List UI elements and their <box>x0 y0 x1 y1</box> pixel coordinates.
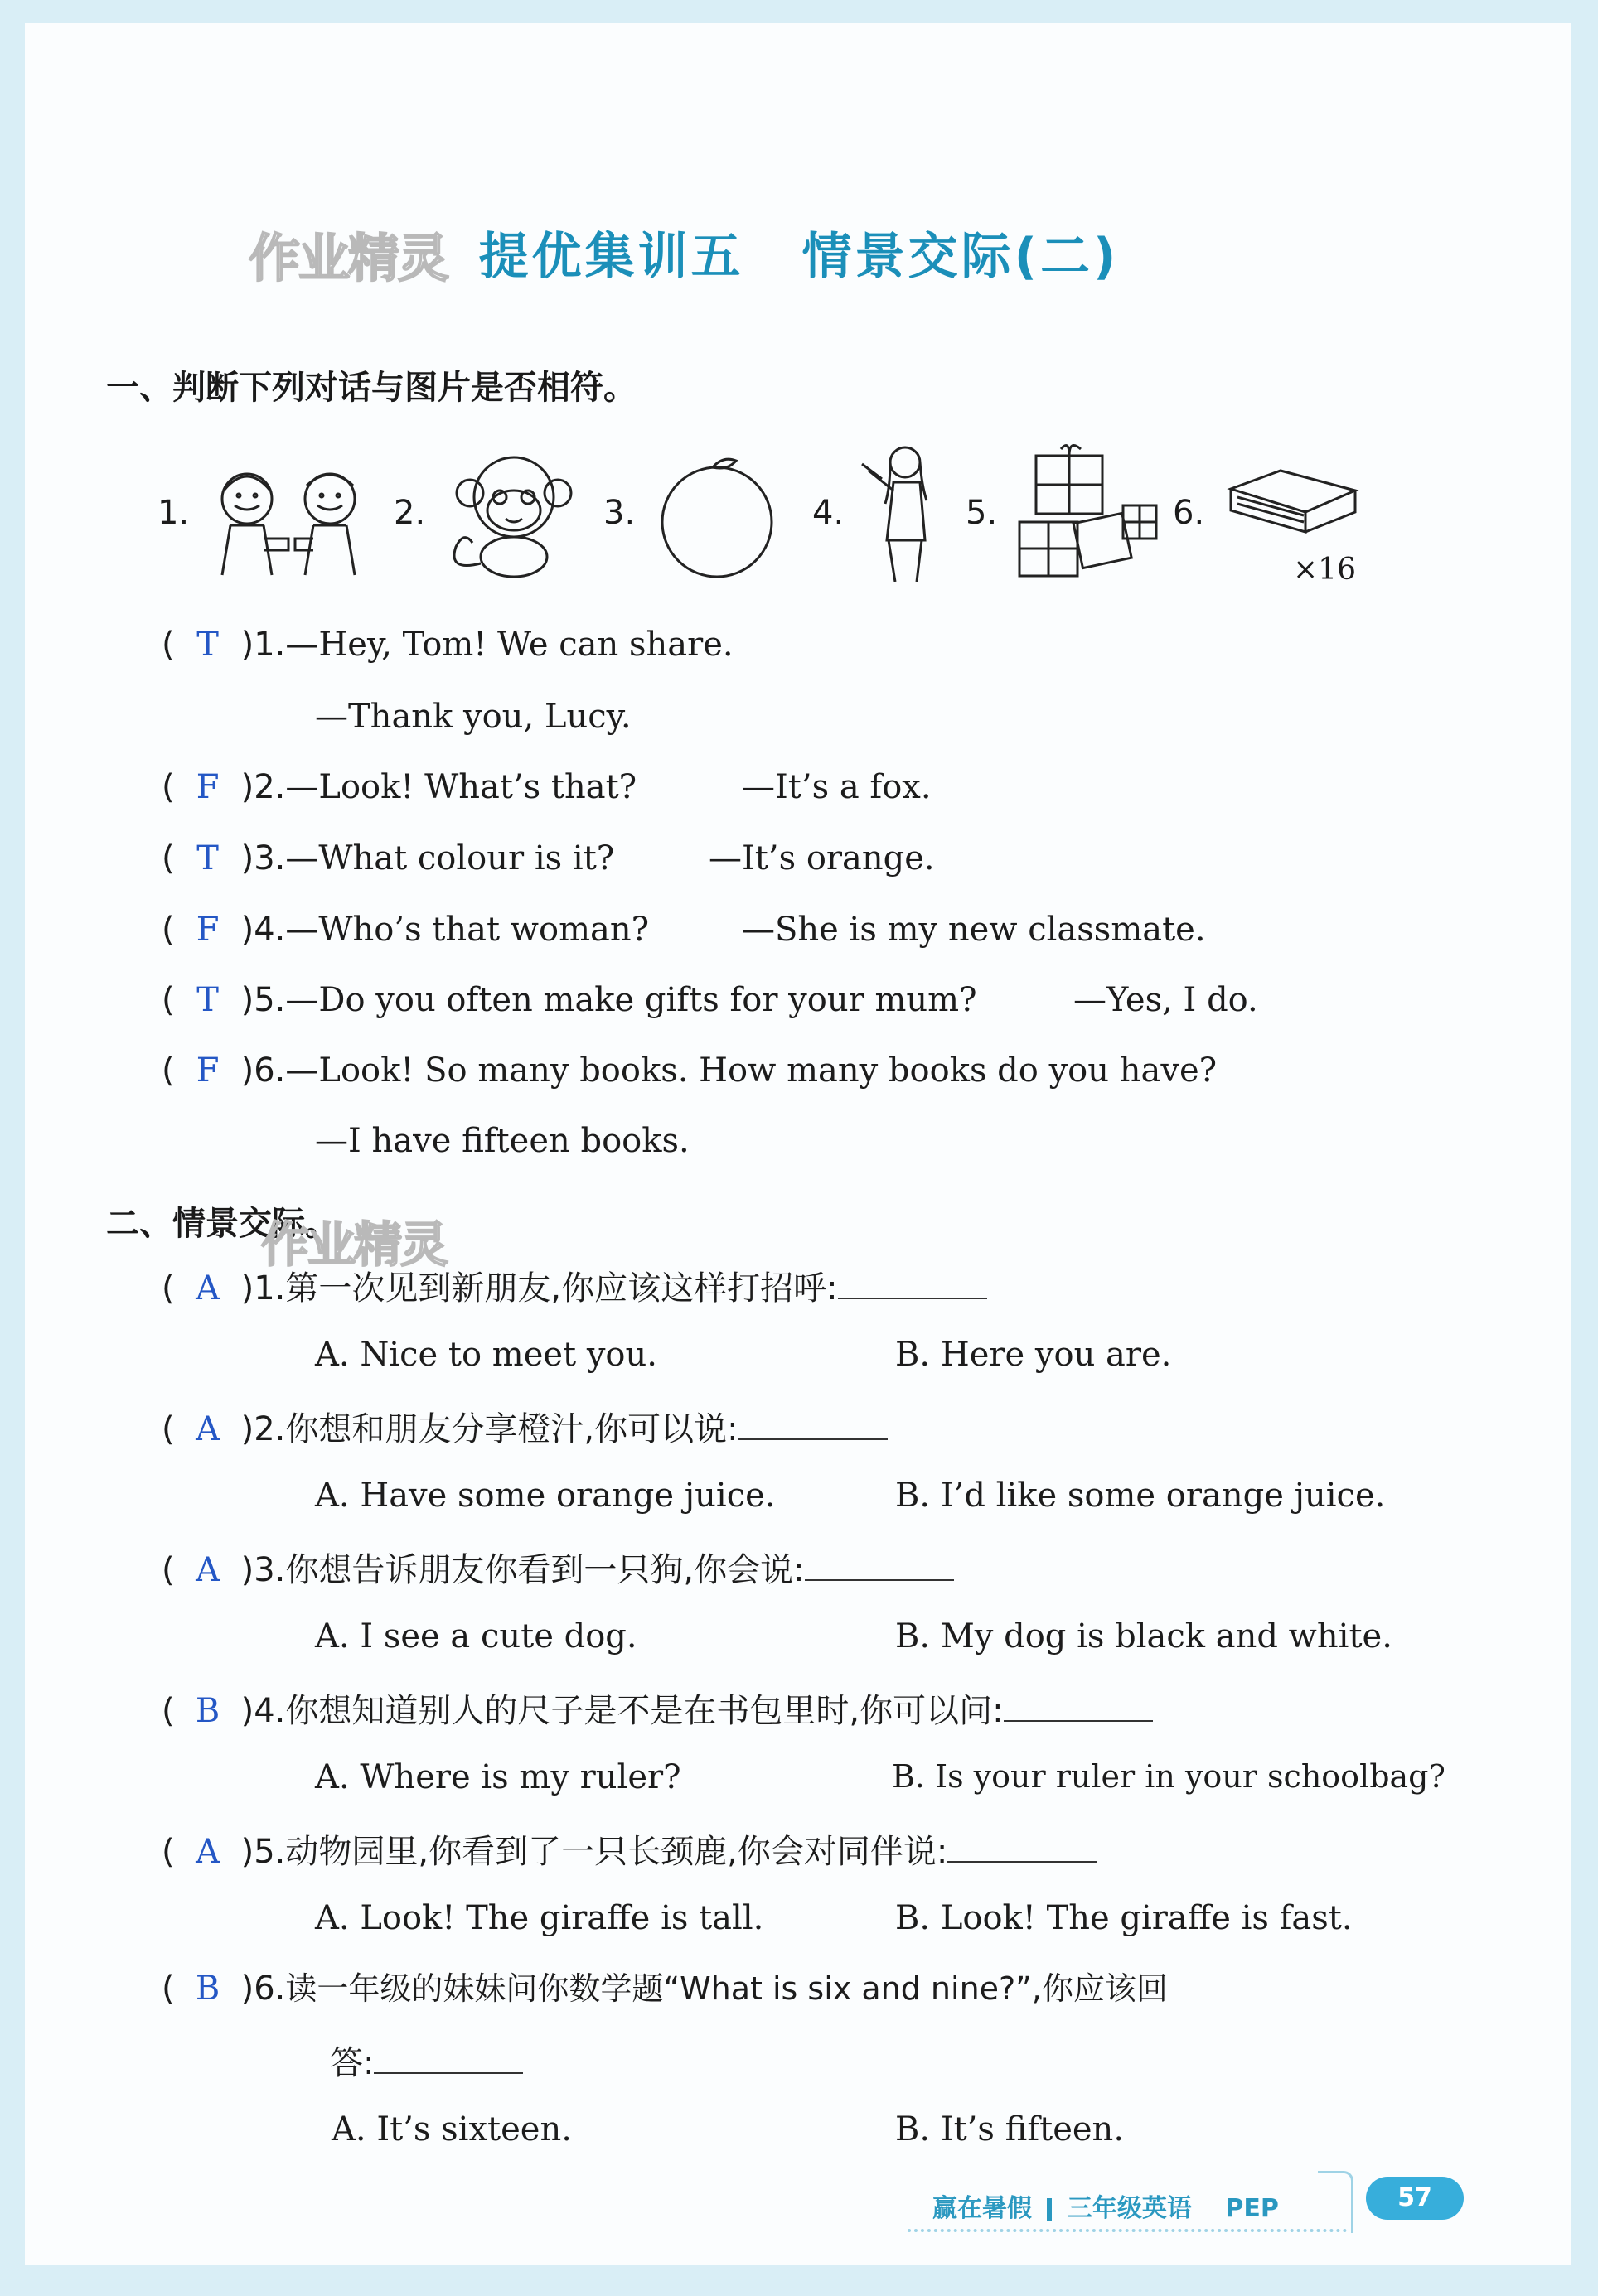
page-number-badge: 57 <box>1366 2177 1464 2220</box>
s2-item-4-option-a: A. Where is my ruler? <box>315 1758 681 1796</box>
s2-item-1-option-b: B. Here you are. <box>895 1336 1172 1374</box>
s2-item-3-option-a: A. I see a cute dog. <box>315 1617 637 1656</box>
teacher-woman-icon <box>854 439 953 588</box>
picture-row <box>157 439 1401 588</box>
gift-boxes-icon <box>1011 439 1160 588</box>
s2-item-1: ( A )1.第一次见到新朋友,你应该这样打招呼: <box>162 1268 987 1305</box>
answer-mark: A <box>196 1833 220 1871</box>
title-part1: 提优集训五 <box>478 228 744 286</box>
s2-item-2: ( A )2.你想和朋友分享橙汁,你可以说: <box>162 1409 888 1446</box>
two-boys-sharing-icon <box>197 456 380 580</box>
s1-item-1: ( T )1.—Hey, Tom! We can share. <box>162 626 734 664</box>
picture-num-5: 5. <box>966 494 998 532</box>
s1-item-4: ( F )4.—Who’s that woman? <box>162 911 650 949</box>
answer-mark: F <box>196 768 220 806</box>
answer-blank <box>738 1409 888 1440</box>
s2-item-3: ( A )3.你想告诉朋友你看到一只狗,你会说: <box>162 1549 954 1587</box>
book-icon <box>1223 464 1363 539</box>
s1-item-1-line2: —Thank you, Lucy. <box>315 698 632 736</box>
title-part2: 情景交际(二) <box>801 228 1120 286</box>
s2-item-6-option-b: B. It’s fifteen. <box>895 2110 1125 2149</box>
s2-item-5: ( A )5.动物园里,你看到了一只长颈鹿,你会对同伴说: <box>162 1831 1097 1868</box>
watermark-section2: 作业精灵 <box>261 1216 448 1273</box>
footer-dotted-rule <box>908 2229 1347 2232</box>
s2-item-2-option-a: A. Have some orange juice. <box>315 1477 776 1515</box>
watermark-title: 作业精灵 <box>249 228 448 288</box>
answer-blank <box>1004 1690 1153 1722</box>
answer-mark: B <box>195 1692 220 1730</box>
answer-mark: B <box>195 1970 220 2008</box>
answer-blank <box>947 1831 1097 1863</box>
s1-item-4-reply: —She is my new classmate. <box>742 911 1206 949</box>
s2-item-6-cont: 答: <box>330 2042 523 2080</box>
s2-item-6: ( B )6.读一年级的妹妹问你数学题“What is six and nine?”,你应该回 <box>162 1970 1168 2008</box>
answer-mark: A <box>196 1269 220 1308</box>
orange-icon <box>655 456 779 580</box>
answer-mark: T <box>196 839 219 877</box>
footer-bracket <box>1318 2171 1353 2233</box>
s1-item-2-reply: —It’s a fox. <box>742 768 932 806</box>
s1-item-2: ( F )2.—Look! What’s that? <box>162 768 637 806</box>
s2-item-3-option-b: B. My dog is black and white. <box>895 1617 1392 1656</box>
picture-num-1: 1. <box>157 494 190 532</box>
s2-item-5-option-b: B. Look! The giraffe is fast. <box>895 1899 1353 1937</box>
answer-mark: T <box>196 626 219 664</box>
s1-item-3-reply: —It’s orange. <box>709 839 935 877</box>
s2-item-6-option-a: A. It’s sixteen. <box>332 2110 572 2149</box>
answer-mark: A <box>196 1551 220 1589</box>
page-title <box>0 217 1598 288</box>
picture-num-4: 4. <box>812 494 845 532</box>
answer-mark: F <box>196 1051 220 1090</box>
monkey-icon <box>435 447 584 580</box>
book-count-caption: ×16 <box>1293 553 1356 587</box>
answer-blank <box>374 2042 523 2074</box>
answer-mark: T <box>196 981 219 1019</box>
s1-item-5-reply: —Yes, I do. <box>1073 981 1258 1019</box>
footer-label: 赢在暑假 三年级英语 PEP <box>932 2194 1279 2223</box>
picture-num-3: 3. <box>603 494 636 532</box>
answer-mark: F <box>196 911 220 949</box>
section1-heading: 一、判断下列对话与图片是否相符。 <box>106 369 637 407</box>
picture-num-2: 2. <box>394 494 426 532</box>
answer-mark: A <box>196 1410 220 1448</box>
answer-blank <box>838 1268 987 1299</box>
s2-item-2-option-b: B. I’d like some orange juice. <box>895 1477 1386 1515</box>
section2-heading: 二、情景交际。 <box>106 1205 338 1243</box>
s2-item-4: ( B )4.你想知道别人的尺子是不是在书包里时,你可以问: <box>162 1690 1153 1728</box>
s1-item-3: ( T )3.—What colour is it? <box>162 839 615 877</box>
picture-num-6: 6. <box>1173 494 1205 532</box>
s1-item-6-line2: —I have fifteen books. <box>315 1122 690 1160</box>
s2-item-4-option-b: B. Is your ruler in your schoolbag? <box>892 1758 1445 1795</box>
s2-item-5-option-a: A. Look! The giraffe is tall. <box>315 1899 764 1937</box>
s1-item-5: ( T )5.—Do you often make gifts for your mum? <box>162 981 977 1019</box>
s2-item-1-option-a: A. Nice to meet you. <box>315 1336 657 1374</box>
answer-blank <box>805 1549 954 1581</box>
s1-item-6: ( F )6.—Look! So many books. How many books do you have? <box>162 1051 1218 1090</box>
